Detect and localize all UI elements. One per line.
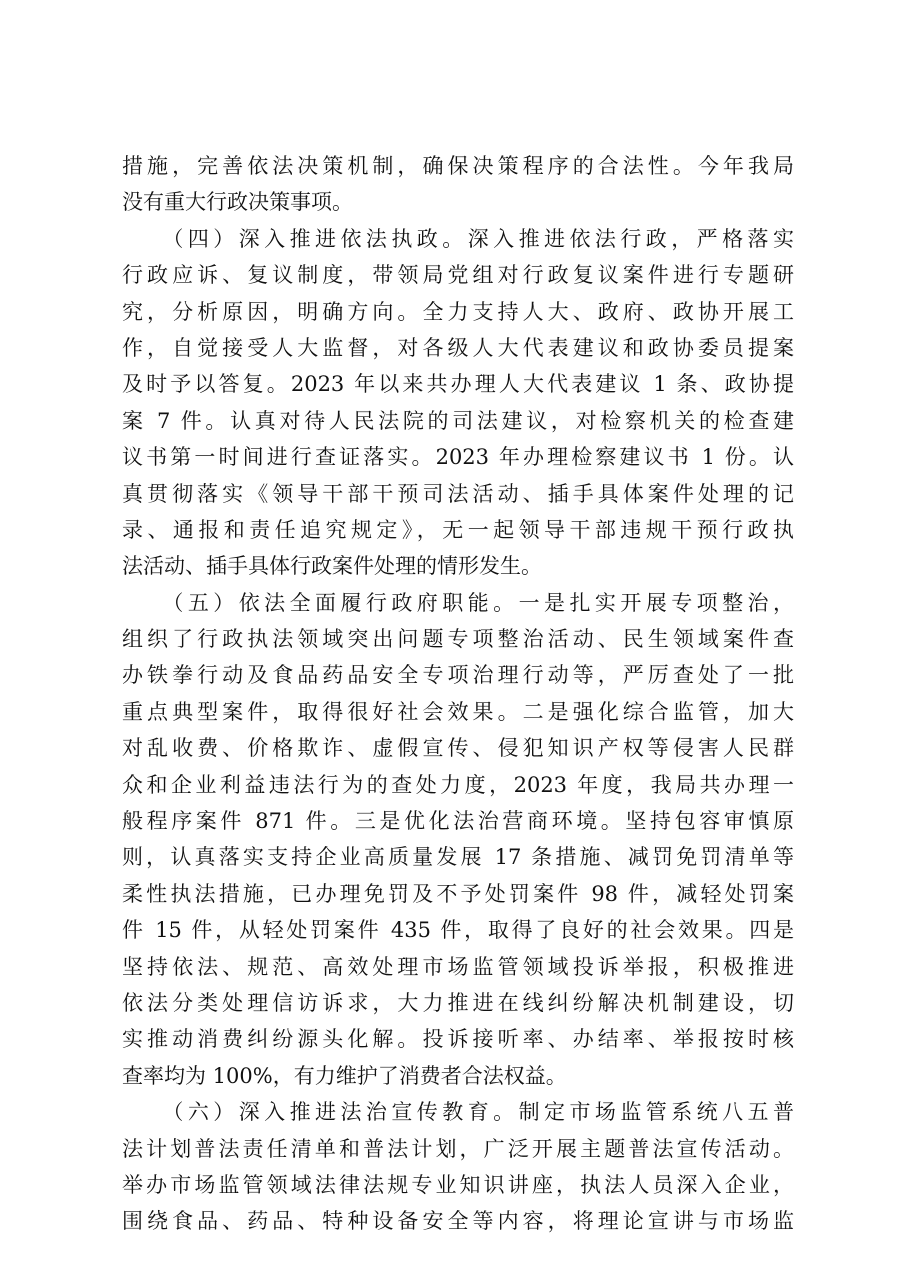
text-line: 措施，完善依法决策机制，确保决策程序的合法性。今年我局 [122, 154, 794, 178]
text-line: 对乱收费、价格欺诈、虚假宣传、侵犯知识产权等侵害人民群 [122, 736, 794, 761]
text-line: 依法分类处理信访诉求，大力推进在线纠纷解决机制建设，切 [122, 990, 794, 1015]
text-line: 般程序案件 871 件。三是优化法治营商环境。坚持包容审慎原 [122, 809, 794, 834]
text-line: 办铁拳行动及食品药品安全专项治理行动等，严厉查处了一批 [122, 663, 794, 688]
text-line: （六）深入推进法治宣传教育。制定市场监管系统八五普 [122, 1100, 794, 1125]
text-line: 实推动消费纠纷源头化解。投诉接听率、办结率、举报按时核 [122, 1027, 794, 1052]
text-line: 举办市场监管领域法律法规专业知识讲座，执法人员深入企业， [122, 1172, 794, 1197]
text-line: 组织了行政执法领域突出问题专项整治活动、民生领域案件查 [122, 627, 794, 652]
text-line: 围绕食品、药品、特种设备安全等内容，将理论宣讲与市场监 [122, 1209, 794, 1234]
text-line: 行政应诉、复议制度，带领局党组对行政复议案件进行专题研 [122, 263, 794, 288]
document-body-text [122, 148, 794, 1240]
text-line: 录、通报和责任追究规定》，无一起领导干部违规干预行政执 [122, 517, 794, 542]
text-line: （四）深入推进依法执政。深入推进依法行政，严格落实 [122, 226, 794, 251]
text-line: 坚持依法、规范、高效处理市场监管领域投诉举报，积极推进 [122, 954, 794, 979]
text-line: 没有重大行政决策事项。 [122, 190, 353, 215]
text-line: 真贯彻落实《领导干部干预司法活动、插手具体案件处理的记 [122, 481, 794, 506]
text-line: 法计划普法责任清单和普法计划，广泛开展主题普法宣传活动。 [122, 1136, 794, 1161]
text-line: 众和企业利益违法行为的查处力度，2023 年度，我局共办理一 [122, 772, 794, 797]
text-line: 查率均为 100%，有力维护了消费者合法权益。 [122, 1063, 567, 1088]
text-line: （五）依法全面履行政府职能。一是扎实开展专项整治， [122, 590, 794, 615]
text-line: 则，认真落实支持企业高质量发展 17 条措施、减罚免罚清单等 [122, 845, 794, 870]
text-line: 究，分析原因，明确方向。全力支持人大、政府、政协开展工 [122, 299, 794, 324]
text-line: 法活动、插手具体行政案件处理的情形发生。 [122, 554, 542, 579]
text-line: 柔性执法措施，已办理免罚及不予处罚案件 98 件，减轻处罚案 [122, 881, 794, 906]
text-line: 重点典型案件，取得很好社会效果。二是强化综合监管，加大 [122, 699, 794, 724]
text-line: 作，自觉接受人大监督，对各级人大代表建议和政协委员提案 [122, 335, 794, 360]
text-line: 件 15 件，从轻处罚案件 435 件，取得了良好的社会效果。四是 [122, 918, 794, 943]
text-line: 及时予以答复。2023 年以来共办理人大代表建议 1 条、政协提 [122, 372, 794, 397]
text-line: 议书第一时间进行查证落实。2023 年办理检察建议书 1 份。认 [122, 445, 794, 470]
text-line: 案 7 件。认真对待人民法院的司法建议，对检察机关的检查建 [122, 408, 794, 433]
